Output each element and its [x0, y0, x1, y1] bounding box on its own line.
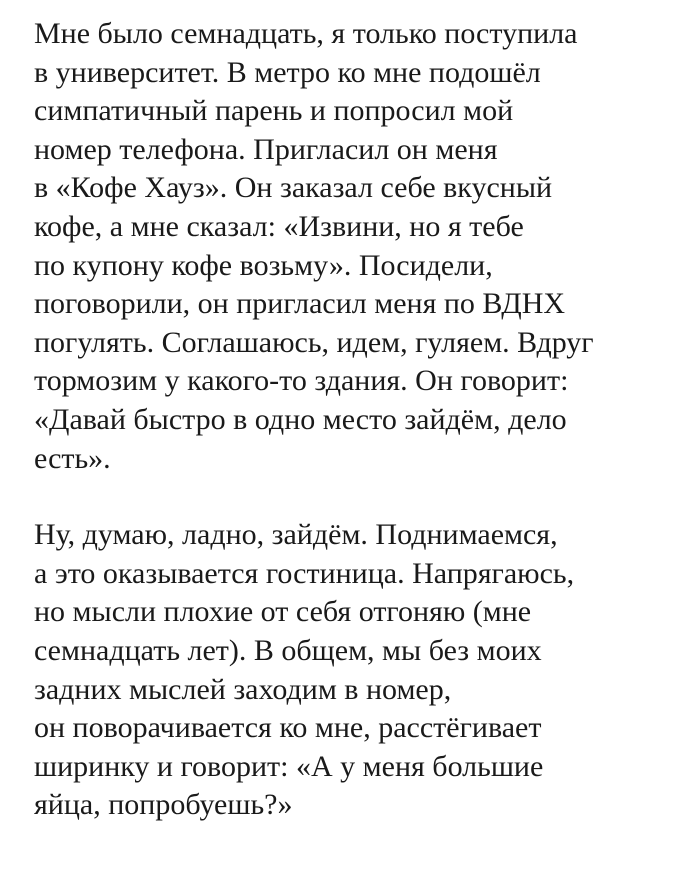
text-line: ширинку и говорит: «А у меня большие [34, 749, 544, 783]
text-line: «Давай быстро в одно место зайдём, дело [34, 402, 567, 436]
text-line: он поворачивается ко мне, расстёгивает [34, 711, 542, 745]
text-line: в «Кофе Хауз». Он заказал себе вкусный [34, 171, 553, 205]
text-line: задних мыслей заходим в номер, [34, 672, 452, 706]
text-line: есть». [34, 441, 111, 475]
text-line: погулять. Соглашаюсь, идем, гуляем. Вдруг [34, 325, 594, 359]
paragraph-1 [34, 15, 670, 478]
text-line: семнадцать лет). В общем, мы без моих [34, 633, 542, 667]
text-line: но мысли плохие от себя отгоняю (мне [34, 595, 532, 629]
text-line: кофе, а мне сказал: «Извини, но я тебе [34, 209, 524, 243]
text-line: а это оказывается гостиница. Напрягаюсь, [34, 556, 575, 590]
text-line: яйца, попробуешь?» [34, 788, 293, 822]
text-line: симпатичный парень и попросил мой [34, 94, 514, 128]
text-line: Мне было семнадцать, я только поступила [34, 17, 578, 50]
paragraph-2 [34, 516, 670, 825]
text-line: по купону кофе возьму». Посидели, [34, 248, 493, 282]
text-line: поговорили, он пригласил меня по ВДНХ [34, 287, 566, 321]
text-line: Ну, думаю, ладно, зайдём. Поднимаемся, [34, 518, 558, 552]
text-line: тормозим у какого-то здания. Он говорит: [34, 364, 569, 398]
text-line: номер телефона. Пригласил он меня [34, 132, 498, 166]
text-line: в университет. В метро ко мне подошёл [34, 55, 541, 89]
